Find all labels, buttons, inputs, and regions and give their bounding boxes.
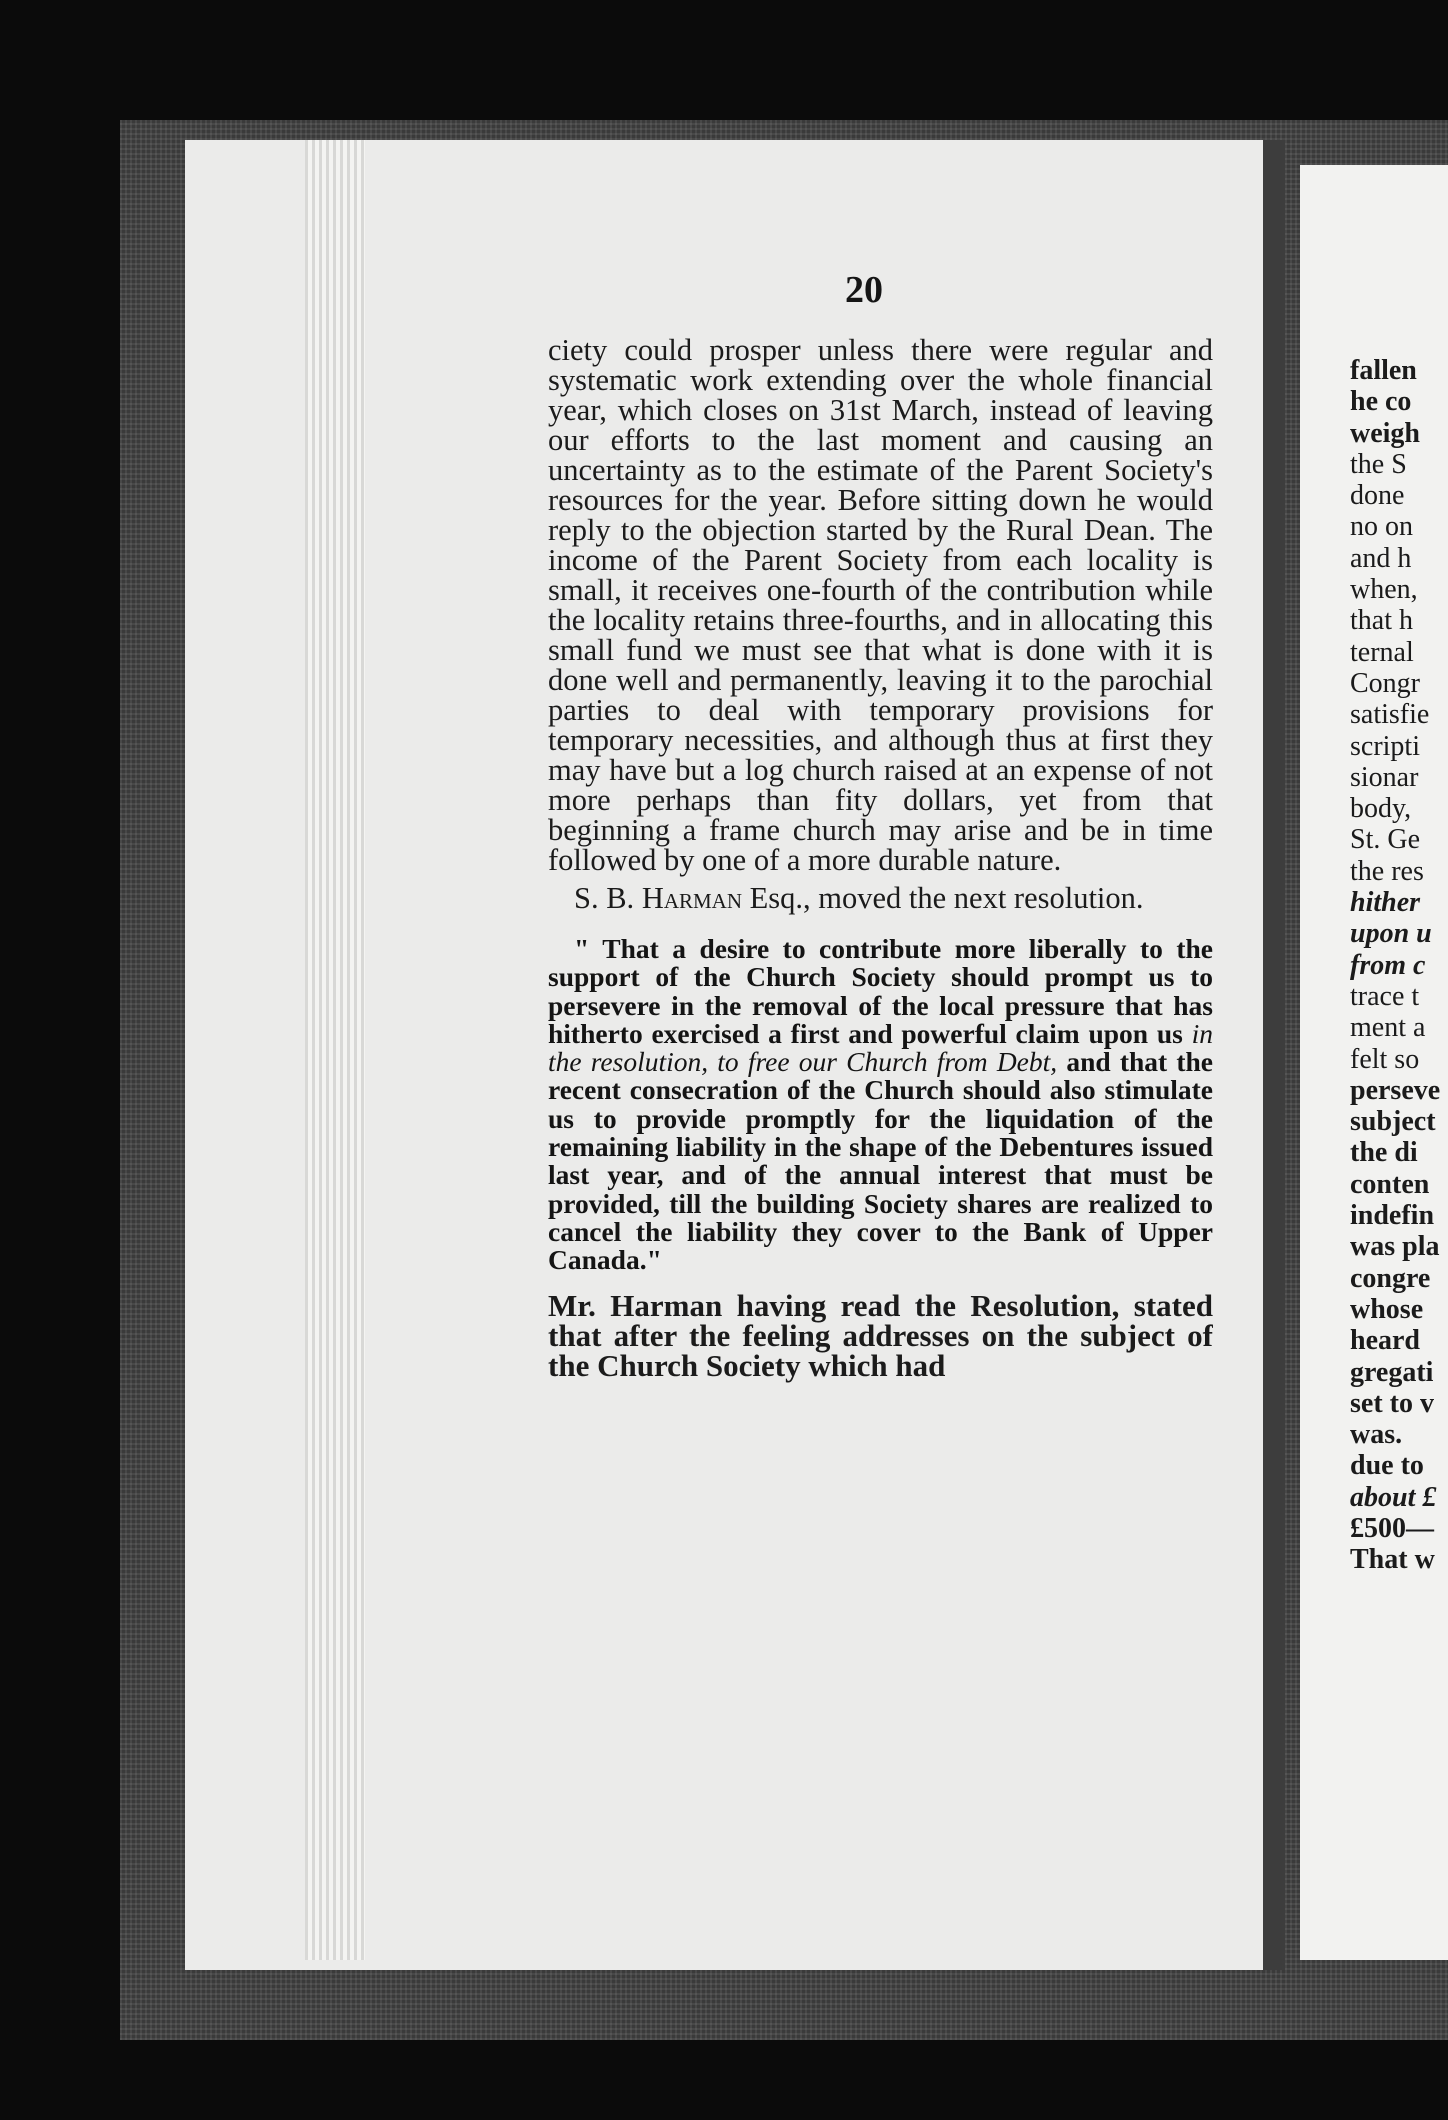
harman-name: Harman [641,881,743,915]
facing-page-line: from c [1350,949,1426,981]
paragraph-harman-motion [548,883,1213,913]
paragraph-harman-speech: Mr. Harman having read the Resolution, stated that after the feeling addresses on the subject of the Church Society which had [548,1287,1213,1383]
facing-page-line: trace t [1350,980,1420,1012]
facing-page-line: hither [1350,887,1421,919]
facing-page-line: set to v [1350,1387,1434,1419]
page-edges [305,140,365,1960]
facing-page-line: perseve [1350,1074,1441,1106]
resolution-italic: in the resolution, to free our Church from Debt, [548,1017,1213,1078]
facing-page-line: and h [1350,542,1412,574]
facing-page-line: felt so [1350,1043,1420,1075]
facing-page-line: he co [1350,386,1412,418]
facing-page-line: about £ [1350,1481,1437,1513]
facing-page-line: congre [1350,1262,1431,1294]
facing-page-line: heard [1350,1325,1420,1357]
facing-page-line: whose [1350,1293,1424,1325]
facing-page-line: indefin [1350,1200,1435,1232]
facing-page-line: the S [1350,448,1407,480]
resolution-text-a: " That a desire to contribute more liberally to the support of the Church Society should prompt us to persevere in the removal of the local pressure that has hitherto exercised a first and powerful claim upon us [548,933,1213,1049]
facing-page-line: satisfie [1350,699,1430,731]
facing-page-line: was. [1350,1419,1403,1451]
facing-page-line: St. Ge [1350,824,1420,856]
harman-initials: S. B. [574,881,635,915]
facing-page-line: fallen [1350,355,1417,386]
main-text-column [548,335,1213,1755]
facing-page-line: That w [1350,1544,1435,1576]
facing-page-line: scripti [1350,730,1420,762]
facing-page-line: body, [1350,793,1412,825]
resolution-text-b: and that the recent consecration of the Church should also stimulate us to provide promptly for the liquidation of the remaining liability in the shape of the Debentures issued last year, and of the annual interest that must be provided, till the building Society shares are realized to cancel the liability they cover to the Bank of Upper Canada." [548,1046,1213,1276]
facing-page-line: weigh [1350,417,1420,449]
facing-page-line: Congr [1350,667,1420,699]
facing-page-line: done [1350,480,1405,512]
facing-page-line: the res [1350,855,1424,887]
facing-page-line: upon u [1350,918,1432,950]
paragraph-continuation: ciety could prosper unless there were regular and systematic work extending over the whole financial year, which closes on 31st March, instead of leaving our efforts to the last moment and causing an uncertainty as to the estimate of the Parent Society's resources for the year. Before sitting down he would reply to the objection started by the Rural Dean. The income of the Parent Society from each locality is small, it receives one-fourth of the contribution while the locality retains three-fourths, and in allocating this small fund we must see that what is done with it is done well and permanently, leaving it to the parochial parties to deal with temporary provisions for temporary necessities, and although thus at first they may have but a log church raised at an expense of not more perhaps than fity dollars, yet from that beginning a frame church may arise and be in time followed by one of a more durable nature. [548,335,1213,877]
facing-page-line: that h [1350,605,1413,637]
facing-page-text-column [1350,355,1448,1576]
facing-page-line: £500— [1350,1512,1434,1544]
facing-page-line: gregati [1350,1356,1434,1388]
facing-page-line: ment a [1350,1012,1426,1044]
page-number: 20 [845,269,883,311]
facing-page-line: ternal [1350,636,1414,668]
resolution-quote [548,935,1213,1275]
facing-page-line: no on [1350,511,1413,543]
facing-page-line: conten [1350,1168,1430,1200]
facing-page-line: was pla [1350,1231,1440,1263]
facing-page-line: subject [1350,1106,1436,1138]
facing-page-line: sionar [1350,761,1419,793]
facing-page-line: when, [1350,574,1418,606]
facing-page-line: the di [1350,1137,1418,1169]
harman-motion-rest: Esq., moved the next resolution. [749,881,1144,915]
facing-page-line: due to [1350,1450,1424,1482]
